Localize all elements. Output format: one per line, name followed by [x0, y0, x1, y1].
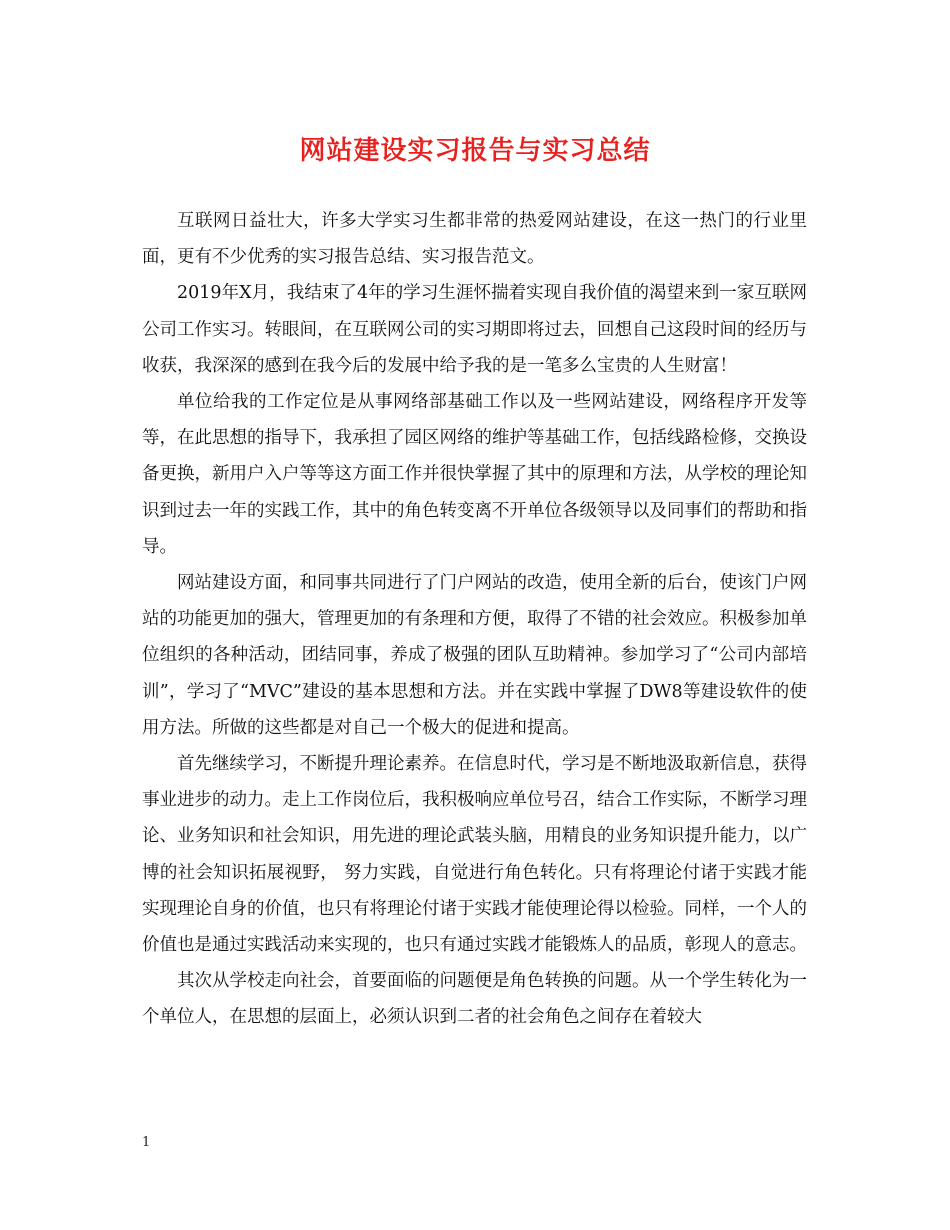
page-number: 1: [142, 1135, 151, 1150]
paragraph-6: 其次从学校走向社会，首要面临的问题便是角色转换的问题。从一个学生转化为一个单位人，在思想的层面上，必须认识到二者的社会角色之间存在着较大: [142, 971, 807, 1028]
paragraph-4: 网站建设方面，和同事共同进行了门户网站的改造，使用全新的后台，使该门户网站的功能更加的强大，管理更加的有条理和方便，取得了不错的社会效应。积极参加单位组织的各种活动，团结同事，养成了极强的团队互助精神。参加学习了“公司内部培训”，学习了“MVC”建设的基本思想和方法。并在实践中掌握了DW8等建设软件的使用方法。所做的这些都是对自己一个极大的促进和提高。: [142, 573, 807, 738]
paragraph-1: 互联网日益壮大，许多大学实习生都非常的热爱网站建设，在这一热门的行业里面，更有不少优秀的实习报告总结、实习报告范文。: [142, 211, 807, 268]
paragraph-3: 单位给我的工作定位是从事网络部基础工作以及一些网站建设，网络程序开发等等，在此思想的指导下，我承担了园区网络的维护等基础工作，包括线路检修，交换设备更换，新用户入户等等这方面工作并很快掌握了其中的原理和方法，从学校的理论知识到过去一年的实践工作，其中的角色转变离不开单位各级领导以及同事们的帮助和指导。: [142, 392, 807, 557]
paragraph-5: 首先继续学习，不断提升理论素养。在信息时代，学习是不断地汲取新信息，获得事业进步的动力。走上工作岗位后，我积极响应单位号召，结合工作实际，不断学习理论、业务知识和社会知识，用先进的理论武装头脑，用精良的业务知识提升能力，以广博的社会知识拓展视野， 努力实践，自觉进行角色转化。只有将理论付诸于实践才能实现理论自身的价值，也只有将理论付诸于实践才能使理论得以检验。同样，一个人的价值也是通过实践活动来实现的，也只有通过实践才能锻炼人的品质，彰现人的意志。: [142, 754, 807, 956]
paragraph-2: 2019年X月，我结束了4年的学习生涯怀揣着实现自我价值的渴望来到一家互联网公司工作实习。转眼间，在互联网公司的实习期即将过去，回想自己这段时间的经历与收获，我深深的感到在我今后的发展中给予我的是一笔多么宝贵的人生财富！: [142, 283, 807, 376]
document-title: 网站建设实习报告与实习总结: [299, 136, 651, 166]
document-body: [142, 203, 807, 1036]
